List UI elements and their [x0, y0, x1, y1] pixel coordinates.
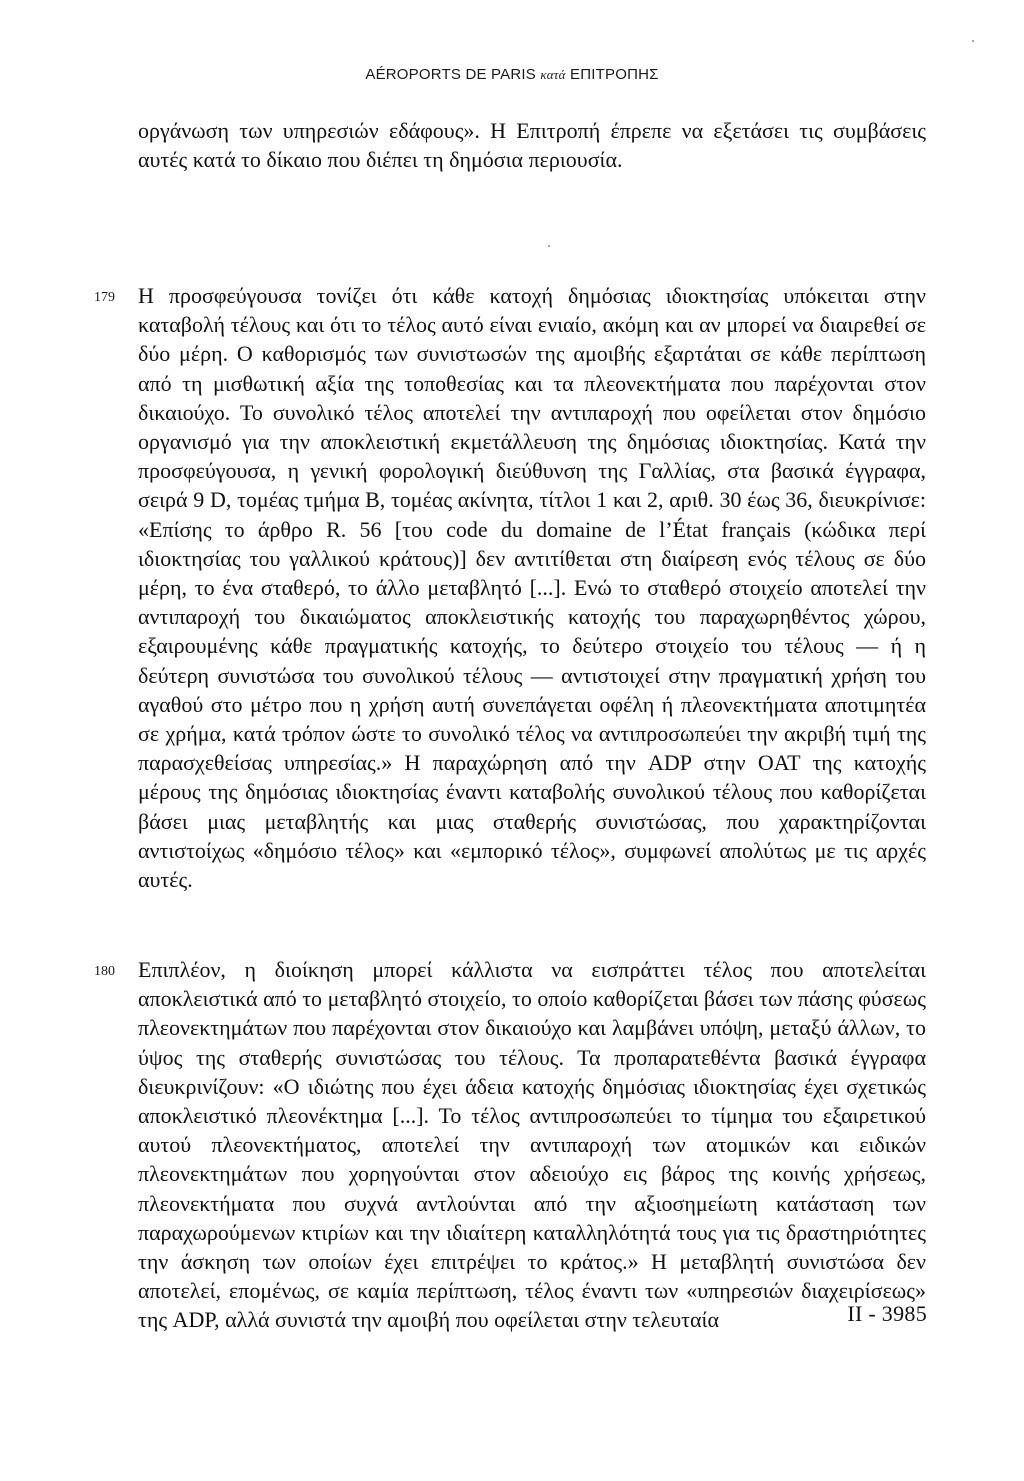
paragraph-179: Η προσφεύγουσα τονίζει ότι κάθε κατοχή δημόσιας ιδιοκτησίας υπόκειται στην καταβολή τέλους και ότι το τέλος αυτό είναι ενιαίο, ακόμη και αν μπορεί να διαιρεθεί σε δύο μέρη. Ο καθορισμός των συνιστωσών της αμοιβής εξαρτάται σε κάθε περίπτωση από τη μισθωτική αξία της τοποθεσίας και τα πλεονεκτήματα που παρέχονται στον δικαιούχο. Το συνολικό τέλος αποτελεί την αντιπαροχή που οφείλεται στον δημόσιο οργανισμό για την αποκλειστική εκμετάλλευση της δημόσιας ιδιοκτησίας. Κατά την προσφεύγουσα, η γενική φορολογική διεύθυνση της Γαλλίας, στα βασικά έγγραφα, σειρά 9 D, τομέας τμήμα Β, τομέας ακίνητα, τίτλοι 1 και 2, αριθ. 30 έως 36, διευκρίνισε: «Επίσης το άρθρο R. 56 [του code du domaine de l’État français (κώδικα περί ιδιοκτησίας του γαλλικού κράτους)] δεν αντιτίθεται στη διαίρεση ενός τέλους σε δύο μέρη, το ένα σταθερό, το άλλο μεταβλητό [...]. Ενώ το σταθερό στοιχείο αποτελεί την αντιπαροχή του δικαιώματος αποκλειστικής κατοχής του παραχωρηθέντος χώρου, εξαιρουμένης κάθε πραγματικής κατοχής, το δεύτερο στοιχείο του τέλους — ή η δεύτερη συνιστώσα του συνολικού τέλους — αντιστοιχεί στην πραγματική χρήση του αγαθού στο μέτρο που η χρήση αυτή συνεπάγεται οφέλη ή πλεονεκτήματα αποτιμητέα σε χρήμα, κατά τρόπον ώστε το συνολικό τέλος να αντιπροσωπεύει την ακριβή τιμή της παρασχεθείσας υπηρεσίας.» Η παραχώρηση από την ADP στην OAT της κατοχής μέρους της δημόσιας ιδιοκτησίας έναντι καταβολής συνολικού τέλους που καθορίζεται βάσει μιας μεταβλητής και μιας σταθερής συνιστώσας, που χαρακτηρίζονται αντιστοίχως «δημόσιο τέλος» και «εμπορικό τέλος», συμφωνεί απολύτως με τις αρχές αυτές. — [138, 283, 926, 893]
running-header — [0, 66, 1024, 83]
scan-speck — [548, 245, 550, 247]
paragraph-180: Επιπλέον, η διοίκηση μπορεί κάλλιστα να εισπράττει τέλος που αποτελείται αποκλειστικά από το μεταβλητό στοιχείο, το οποίο καθορίζεται βάσει των πάσης φύσεως πλεονεκτημάτων που παρέχονται στον δικαιούχο και λαμβάνει υπόψη, μεταξύ άλλων, το ύψος της σταθερής συνιστώσας του τέλους. Τα προπαρατεθέντα βασικά έγγραφα διευκρινίζουν: «Ο ιδιώτης που έχει άδεια κατοχής δημόσιας ιδιοκτησίας έχει σχετικώς αποκλειστικό πλεονέκτημα [...]. Το τέλος αντιπροσωπεύει το τίμημα του εξαιρετικού αυτού πλεονεκτήματος, αποτελεί την αντιπαροχή των ατομικών και ειδικών πλεονεκτημάτων που χορηγούνται στον αδειούχο εις βάρος της κοινής χρήσεως, πλεονεκτήματα που συχνά αντλούνται από την αξιοσημείωτη κατάσταση των παραχωρούμενων κτιρίων και την ιδιαίτερη καταλληλότητά τους για τις δραστηριότητες την άσκηση των οποίων έχει επιτρέψει το κράτος.» Η μεταβλητή συνιστώσα δεν αποτελεί, επομένως, σε καμία περίπτωση, τέλος έναντι των «υπηρεσιών διαχειρίσεως» της ADP, αλλά συνιστά την αμοιβή που οφείλεται στην τελευταία — [138, 957, 926, 1333]
paragraph-number-179: 179 — [94, 290, 115, 305]
paragraph-intro: οργάνωση των υπηρεσιών εδάφους». Η Επιτροπή έπρεπε να εξετάσει τις συμβάσεις αυτές κατά το δίκαιο που διέπει τη δημόσια περιουσία. — [138, 118, 926, 173]
page-number: II - 3985 — [847, 1301, 927, 1326]
scan-speck — [972, 40, 974, 42]
paragraph-number-180: 180 — [94, 964, 115, 979]
header-title-main: AÉROPORTS DE PARIS — [365, 66, 536, 83]
header-title-connector: κατά — [540, 67, 566, 82]
header-title-tail: ΕΠΙΤΡΟΠΗΣ — [570, 66, 659, 83]
